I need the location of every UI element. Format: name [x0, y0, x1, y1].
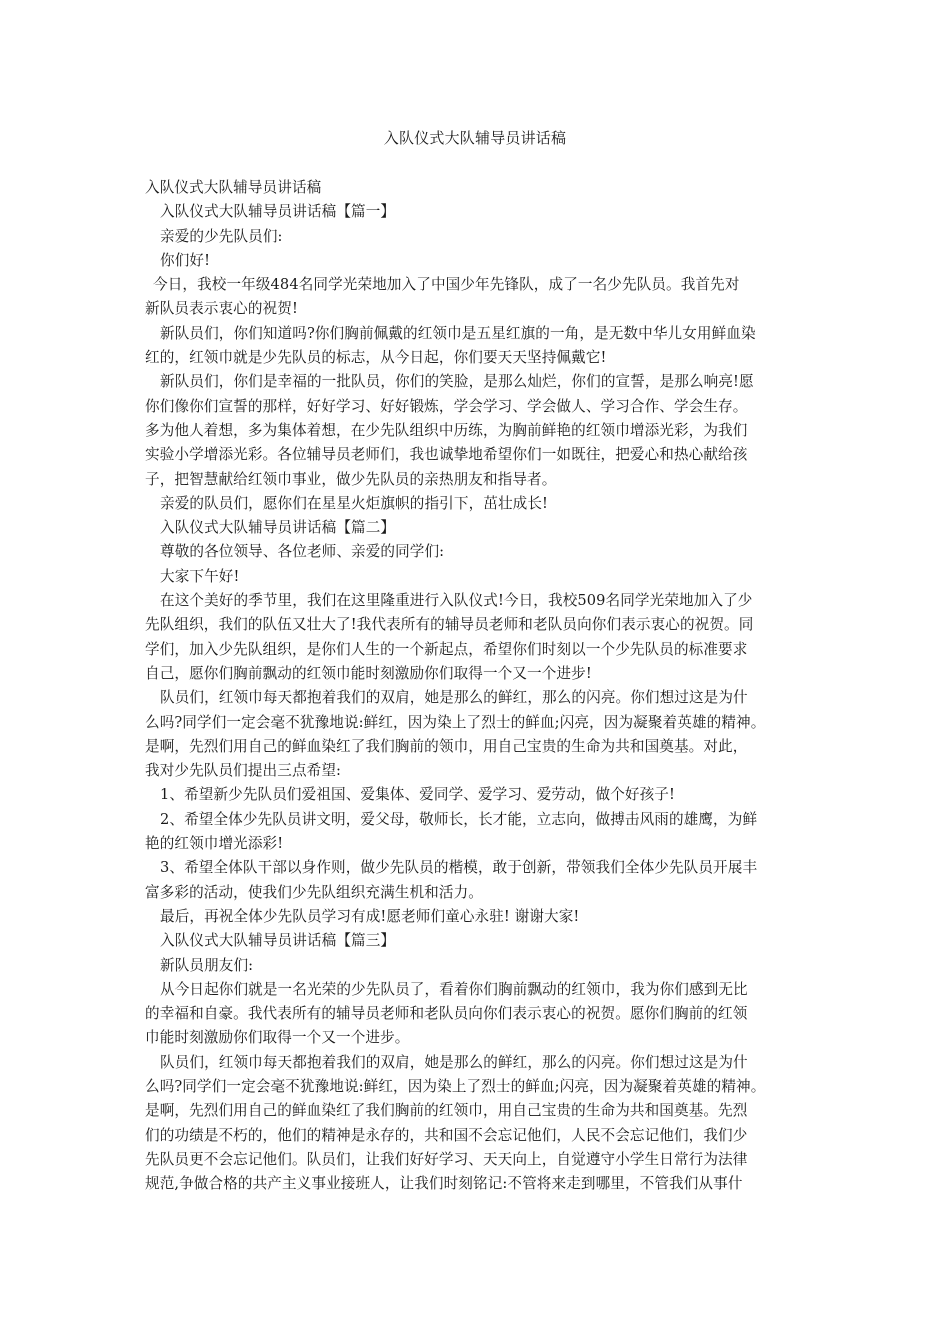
page-title: 入队仪式大队辅导员讲话稿 [383, 129, 567, 147]
text-line: 学们，加入少先队组织，是你们人生的一个新起点，希望你们时刻以一个少先队员的标准要求 [145, 640, 748, 658]
text-line: 亲爱的队员们，愿你们在星星火炬旗帜的指引下，茁壮成长! [160, 494, 549, 512]
text-line: 2、希望全体少先队员讲文明，爱父母，敬师长，长才能，立志向，做搏击风雨的雄鹰，为鲜 [160, 810, 758, 828]
text-line: 尊敬的各位领导、各位老师、亲爱的同学们: [160, 543, 445, 561]
text-line: 多为他人着想，多为集体着想，在少先队组织中历练，为胸前鲜艳的红领巾增添光彩，为我们 [145, 421, 748, 439]
text-line: 队员们，红领巾每天都抱着我们的双肩，她是那么的鲜红，那么的闪亮。你们想过这是为什 [160, 1053, 748, 1071]
text-line: 红的，红领巾就是少先队员的标志，从今日起，你们要天天坚持佩戴它! [145, 349, 607, 367]
text-line: 大家下午好! [160, 567, 240, 585]
text-line: 你们像你们宣誓的那样，好好学习、好好锻炼，学会学习、学会做人、学习合作、学会生存。 [145, 397, 748, 415]
text-line: 是啊，先烈们用自己的鲜血染红了我们胸前的领巾，用自己宝贵的生命为共和国奠基。对此， [145, 737, 748, 755]
text-line: 么吗?同学们一定会毫不犹豫地说:鲜红，因为染上了烈士的鲜血;闪亮，因为凝聚着英雄的精神。 [145, 1077, 766, 1095]
text-line: 先队组织，我们的队伍又壮大了!我代表所有的辅导员老师和老队员向你们表示衷心的祝贺。同 [145, 616, 754, 634]
text-line: 们的功绩是不朽的，他们的精神是永存的，共和国不会忘记他们，人民不会忘记他们，我们少 [145, 1126, 748, 1144]
text-line: 最后，再祝全体少先队员学习有成!愿老师们童心永驻! 谢谢大家! [160, 907, 580, 925]
text-line: 规范,争做合格的共产主义事业接班人，让我们时刻铭记:不管将来走到哪里，不管我们从事什 [145, 1175, 743, 1193]
text-line: 新队员表示衷心的祝贺! [145, 300, 298, 318]
text-line: 入队仪式大队辅导员讲话稿【篇一】 [160, 203, 396, 221]
text-line: 先队员更不会忘记他们。队员们，让我们好好学习、天天向上，自觉遵守小学生日常行为法律 [145, 1150, 748, 1168]
text-line: 的幸福和自豪。我代表所有的辅导员老师和老队员向你们表示衷心的祝贺。愿你们胸前的红领 [145, 1005, 748, 1023]
text-line: 新队员们，你们知道吗?你们胸前佩戴的红领巾是五星红旗的一角，是无数中华儿女用鲜血染 [160, 324, 756, 342]
text-line: 从今日起你们就是一名光荣的少先队员了，看着你们胸前飘动的红领巾，我为你们感到无比 [160, 980, 748, 998]
text-line: 实验小学增添光彩。各位辅导员老师们，我也诚挚地希望你们一如既往，把爱心和热心献给孩 [145, 446, 748, 464]
text-line: 艳的红领巾增光添彩! [145, 835, 284, 853]
text-line: 巾能时刻激励你们取得一个又一个进步。 [145, 1029, 410, 1047]
text-line: 自己，愿你们胸前飘动的红领巾能时刻激励你们取得一个又一个进步! [145, 664, 592, 682]
text-line: 今日，我校一年级484名同学光荣地加入了中国少年先锋队，成了一名少先队员。我首先对 [153, 276, 740, 294]
text-line: 入队仪式大队辅导员讲话稿 [145, 179, 322, 196]
text-line: 入队仪式大队辅导员讲话稿【篇三】 [160, 932, 396, 950]
document-body [145, 176, 825, 1196]
text-line: 是啊，先烈们用自己的鲜血染红了我们胸前的红领巾，用自己宝贵的生命为共和国奠基。先烈 [145, 1102, 748, 1120]
text-line: 子，把智慧献给红领巾事业，做少先队员的亲热朋友和指导者。 [145, 470, 557, 488]
text-line: 1、希望新少先队员们爱祖国、爱集体、爱同学、爱学习、爱劳动，做个好孩子! [160, 786, 675, 804]
text-line: 队员们，红领巾每天都抱着我们的双肩，她是那么的鲜红，那么的闪亮。你们想过这是为什 [160, 689, 748, 707]
text-line: 新队员朋友们: [160, 956, 254, 974]
text-line: 在这个美好的季节里，我们在这里隆重进行入队仪式!今日，我校509名同学光荣地加入了少 [160, 592, 753, 610]
text-line: 么吗?同学们一定会毫不犹豫地说:鲜红，因为染上了烈士的鲜血;闪亮，因为凝聚着英雄的精神。 [145, 713, 766, 731]
text-line: 你们好! [160, 251, 211, 269]
text-line: 亲爱的少先队员们: [160, 227, 283, 245]
text-line: 富多彩的活动，使我们少先队组织充满生机和活力。 [145, 883, 483, 901]
text-line: 新队员们，你们是幸福的一批队员，你们的笑脸，是那么灿烂，你们的宣誓，是那么响亮!愿 [160, 373, 754, 391]
text-line: 入队仪式大队辅导员讲话稿【篇二】 [160, 519, 396, 537]
text-line: 3、希望全体队干部以身作则，做少先队员的楷模，敢于创新，带领我们全体少先队员开展丰 [160, 859, 758, 877]
text-line: 我对少先队员们提出三点希望: [145, 762, 342, 780]
